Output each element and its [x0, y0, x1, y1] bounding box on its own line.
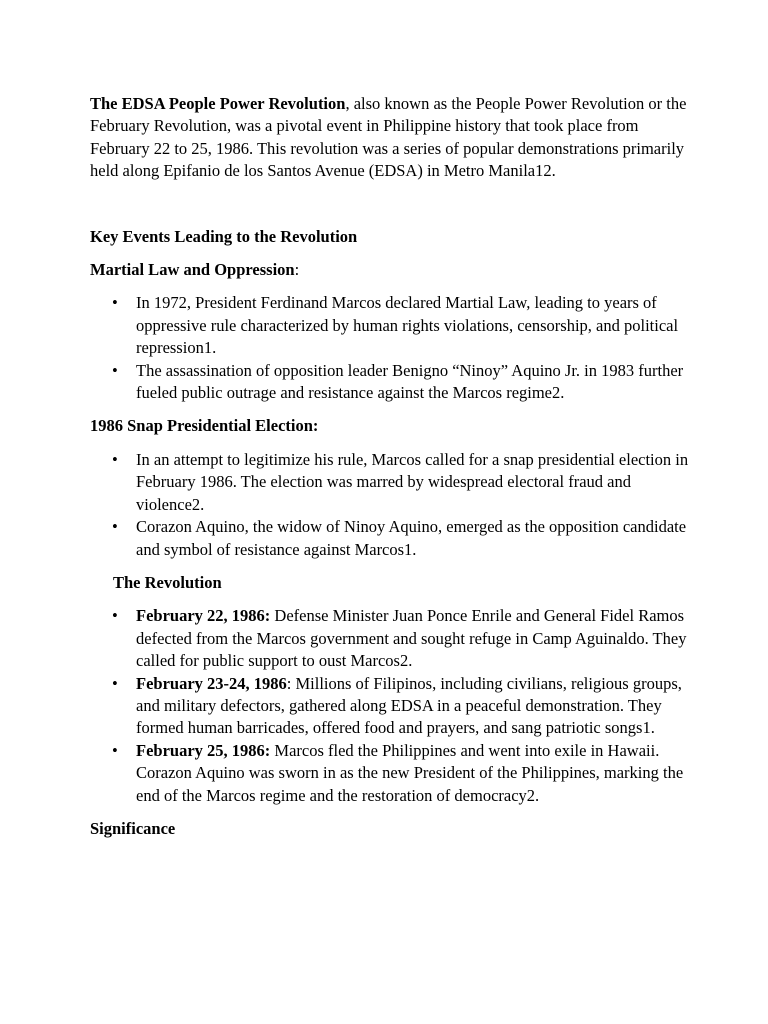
- snap-election-list: [90, 449, 690, 561]
- bullet-icon: •: [112, 293, 118, 313]
- bullet-icon: •: [112, 517, 118, 537]
- bullet-icon: •: [112, 740, 118, 760]
- event-date: February 25, 1986:: [136, 740, 271, 760]
- bullet-icon: •: [112, 360, 118, 380]
- key-events-heading: Key Events Leading to the Revolution: [90, 226, 358, 246]
- revolution-list: [90, 605, 690, 807]
- list-item: [90, 516, 690, 561]
- intro-paragraph: [90, 93, 690, 183]
- list-item: [90, 673, 690, 740]
- event-text: : Millions of Filipinos, including civilians, religious groups, and military defectors, gathered along EDSA in a peaceful demonstration. They formed human barricades, offered food and prayers, and sang patriotic songs1.: [136, 673, 682, 738]
- list-item: [90, 605, 690, 672]
- bullet-icon: •: [112, 449, 118, 469]
- document-page: [90, 93, 690, 851]
- list-item: [90, 740, 690, 807]
- list-item: [90, 360, 690, 405]
- snap-election-heading: 1986 Snap Presidential Election:: [90, 416, 319, 436]
- event-date: February 23-24, 1986: [136, 673, 287, 693]
- martial-law-list: [90, 292, 690, 404]
- martial-law-heading-text: Martial Law and Oppression: [90, 260, 295, 280]
- martial-law-heading: [90, 259, 690, 281]
- significance-heading: Significance: [90, 818, 176, 838]
- list-item: [90, 449, 690, 516]
- intro-text: , also known as the People Power Revolution or the February Revolution, was a pivotal event in Philippine history that took place from February 22 to 25, 1986. This revolution was a series of popular demonstrations primarily held along Epifanio de los Santos Avenue (EDSA) in Metro Manila12.: [90, 94, 687, 181]
- list-item-text: The assassination of opposition leader Benigno “Ninoy” Aquino Jr. in 1983 further fueled public outrage and resistance against the Marcos regime2.: [136, 360, 684, 403]
- bullet-icon: •: [112, 606, 118, 626]
- event-text: Defense Minister Juan Ponce Enrile and General Fidel Ramos defected from the Marcos government and sought refuge in Camp Aguinaldo. They called for public support to oust Marcos2.: [136, 606, 687, 671]
- intro-title: The EDSA People Power Revolution: [90, 94, 346, 113]
- revolution-heading: The Revolution: [113, 572, 222, 592]
- event-date: February 22, 1986:: [136, 606, 271, 626]
- bullet-icon: •: [112, 673, 118, 693]
- event-text: Marcos fled the Philippines and went into exile in Hawaii. Corazon Aquino was sworn in as the new President of the Philippines, marking the end of the Marcos regime and the restoration of democracy2.: [136, 740, 684, 805]
- list-item-text: Corazon Aquino, the widow of Ninoy Aquino, emerged as the opposition candidate and symbol of resistance against Marcos1.: [136, 517, 687, 559]
- martial-law-heading-suffix: :: [294, 260, 300, 280]
- list-item-text: In an attempt to legitimize his rule, Marcos called for a snap presidential election in February 1986. The election was marred by widespread electoral fraud and violence2.: [136, 449, 689, 514]
- list-item: [90, 292, 690, 359]
- list-item-text: In 1972, President Ferdinand Marcos declared Martial Law, leading to years of oppressive rule characterized by human rights violations, censorship, and political repression1.: [136, 293, 679, 358]
